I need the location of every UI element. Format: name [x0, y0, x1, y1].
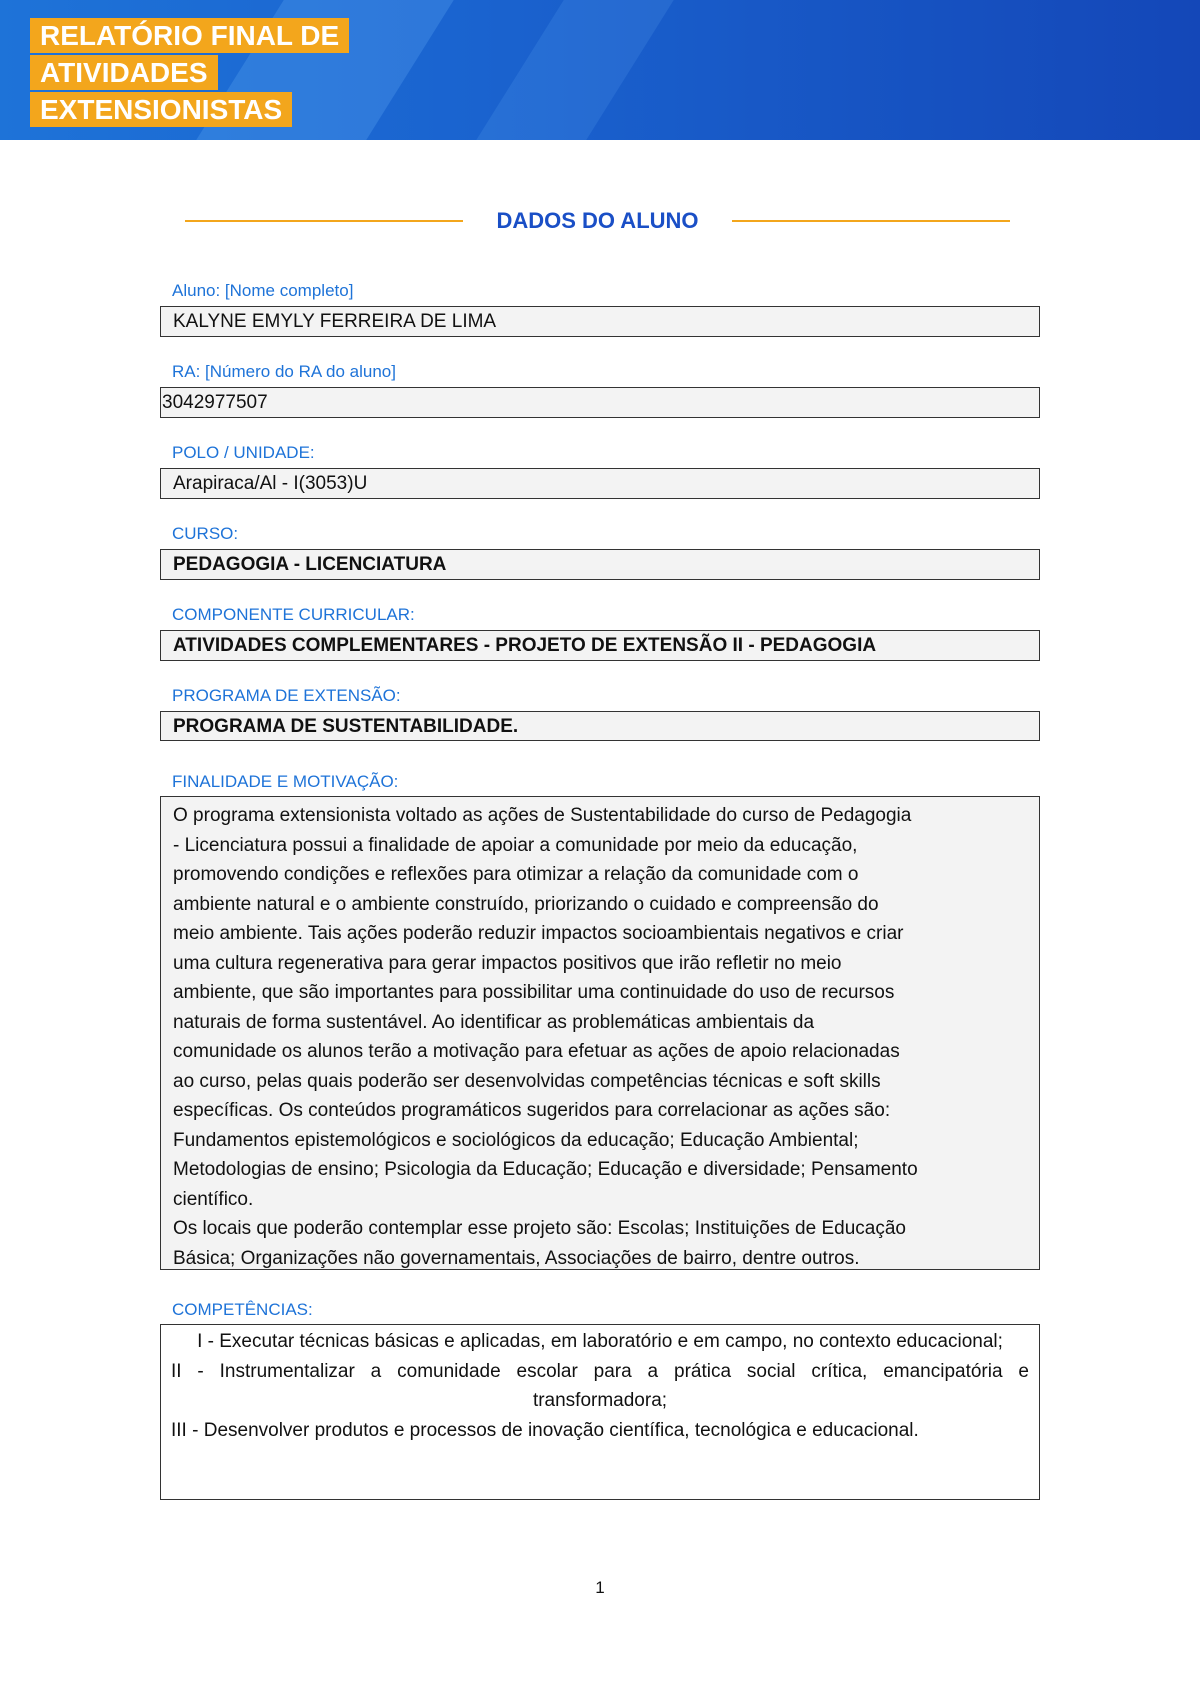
finalidade-line: ao curso, pelas quais poderão ser desenvolvidas competências técnicas e soft skills — [173, 1070, 881, 1092]
header-banner — [0, 0, 1200, 140]
ra-field[interactable]: 3042977507 — [160, 387, 1040, 418]
curso-field[interactable]: PEDAGOGIA - LICENCIATURA — [160, 549, 1040, 580]
polo-label: POLO / UNIDADE: — [172, 443, 315, 462]
report-title-line-1: RELATÓRIO FINAL DE — [30, 18, 349, 53]
ra-label: RA: [Número do RA do aluno] — [172, 362, 396, 381]
banner-decoration — [476, 0, 673, 140]
aluno-label: Aluno: [Nome completo] — [172, 281, 354, 300]
finalidade-line: Fundamentos epistemológicos e sociológicos da educação; Educação Ambiental; — [173, 1129, 859, 1151]
finalidade-line: promovendo condições e reflexões para otimizar a relação da comunidade com o — [173, 864, 859, 885]
heading-rule-right — [732, 220, 1010, 222]
finalidade-line: uma cultura regenerativa para gerar impactos positivos que irão refletir no meio — [173, 952, 842, 974]
heading-rule-left — [185, 220, 463, 222]
section-title: DADOS DO ALUNO — [496, 208, 699, 233]
section-heading — [185, 206, 1010, 236]
curso-label: CURSO: — [172, 524, 239, 543]
finalidade-line: científico. — [173, 1188, 254, 1210]
competencia-item: III - Desenvolver produtos e processos de inovação científica, tecnológica e educacional. — [171, 1419, 919, 1441]
polo-field[interactable]: Arapiraca/Al - I(3053)U — [160, 468, 1040, 499]
aluno-field[interactable]: KALYNE EMYLY FERREIRA DE LIMA — [160, 306, 1040, 337]
finalidade-line: ambiente, que são importantes para possibilitar uma continuidade do uso de recursos — [173, 982, 895, 1003]
finalidade-line: Metodologias de ensino; Psicologia da Educação; Educação e diversidade; Pensamento — [173, 1159, 918, 1180]
competencia-item: II - Instrumentalizar a comunidade escolar para a prática social crítica, emancipatória e transformadora; — [171, 1360, 1029, 1411]
programa-label: PROGRAMA DE EXTENSÃO: — [172, 686, 401, 705]
finalidade-line: Básica; Organizações não governamentais, Associações de bairro, dentre outros. — [173, 1247, 860, 1269]
page-number: 1 — [595, 1578, 605, 1597]
finalidade-line: - Licenciatura possui a finalidade de apoiar a comunidade por meio da educação, — [173, 834, 858, 856]
finalidade-line: ambiente natural e o ambiente construído, priorizando o cuidado e compreensão do — [173, 893, 879, 915]
finalidade-line: meio ambiente. Tais ações poderão reduzir impactos socioambientais negativos e criar — [173, 923, 904, 944]
finalidade-line: comunidade os alunos terão a motivação para efetuar as ações de apoio relacionadas — [173, 1041, 900, 1062]
componente-label: COMPONENTE CURRICULAR: — [172, 605, 415, 624]
competencias-label: COMPETÊNCIAS: — [172, 1300, 313, 1319]
finalidade-field[interactable] — [160, 796, 1040, 1270]
finalidade-line: Os locais que poderão contemplar esse projeto são: Escolas; Instituições de Educação — [173, 1218, 906, 1239]
report-title-line-3: EXTENSIONISTAS — [30, 92, 292, 127]
finalidade-line: específicas. Os conteúdos programáticos sugeridos para correlacionar as ações são: — [173, 1100, 891, 1121]
finalidade-line: O programa extensionista voltado as ações de Sustentabilidade do curso de Pedagogia — [173, 805, 912, 826]
finalidade-label: FINALIDADE E MOTIVAÇÃO: — [172, 772, 399, 791]
finalidade-line: naturais de forma sustentável. Ao identificar as problemáticas ambientais da — [173, 1011, 815, 1033]
competencias-field[interactable] — [160, 1324, 1040, 1500]
report-title-line-2: ATIVIDADES — [30, 55, 218, 90]
programa-field[interactable]: PROGRAMA DE SUSTENTABILIDADE. — [160, 711, 1040, 741]
competencia-item: I - Executar técnicas básicas e aplicadas, em laboratório e em campo, no contexto educacional; — [197, 1331, 1003, 1352]
componente-field[interactable]: ATIVIDADES COMPLEMENTARES - PROJETO DE EXTENSÃO II - PEDAGOGIA — [160, 630, 1040, 661]
